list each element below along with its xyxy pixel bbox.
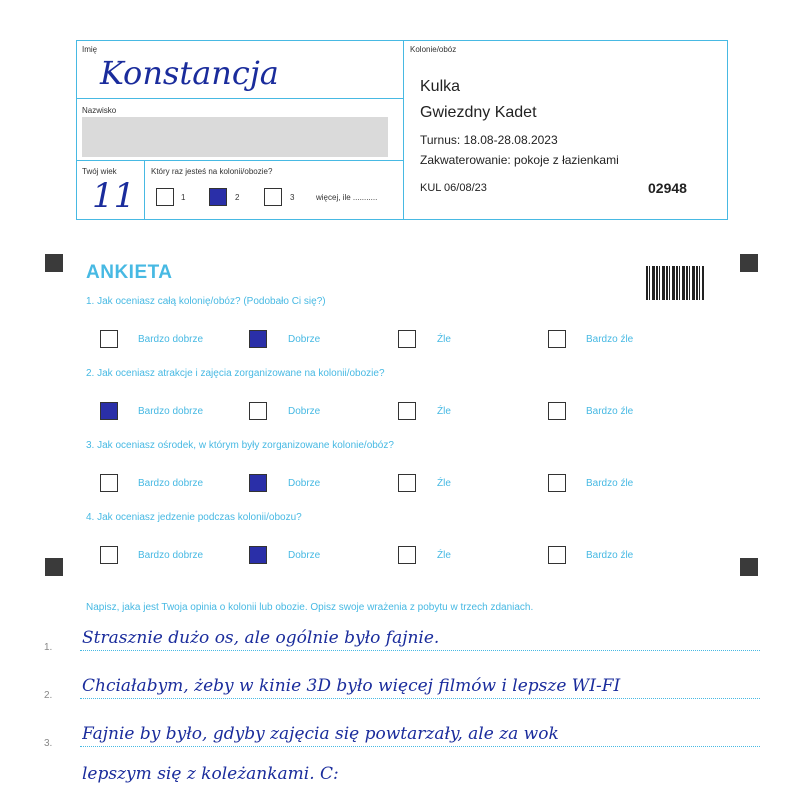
ktory-raz-option-2-checkbox[interactable] xyxy=(209,188,227,206)
kolonie-label: Kolonie/obóz xyxy=(410,45,457,54)
opinion-line-2-number: 2. xyxy=(44,690,53,701)
wiek-value: 11 xyxy=(92,176,136,216)
question-4-option-1-label: Bardzo dobrze xyxy=(138,550,204,561)
opinion-line-3-number: 3. xyxy=(44,738,53,749)
opinion-line-1-number: 1. xyxy=(44,642,53,653)
header-divider-vertical xyxy=(403,40,404,220)
question-2-option-4-label: Bardzo źle xyxy=(586,406,634,417)
kolonie-name: Kulka xyxy=(420,78,461,95)
question-1-option-1-label: Bardzo dobrze xyxy=(138,334,204,345)
registration-marker xyxy=(45,254,63,272)
question-3-option-2-label: Dobrze xyxy=(288,478,321,489)
opinion-line-2-rule xyxy=(80,698,760,699)
opinion-line-2-answer: Chciałabym, żeby w kinie 3D było więcej filmów i lepsze WI-FI xyxy=(82,676,621,696)
kolonie-sub: Gwiezdny Kadet xyxy=(420,104,537,121)
question-2-option-1-checkbox[interactable] xyxy=(100,402,118,420)
question-2-text: 2. Jak oceniasz atrakcje i zajęcia zorganizowane na kolonii/obozie? xyxy=(86,368,385,379)
nazwisko-label: Nazwisko xyxy=(82,106,117,115)
opinion-line-1-rule xyxy=(80,650,760,651)
question-3-option-2-checkbox[interactable] xyxy=(249,474,267,492)
question-1-option-3-checkbox[interactable] xyxy=(398,330,416,348)
turnus: Turnus: 18.08-28.08.2023 xyxy=(420,133,558,147)
question-4-text: 4. Jak oceniasz jedzenie podczas kolonii/obozu? xyxy=(86,512,302,523)
opinion-line-3-answer: Fajnie by było, gdyby zajęcia się powtarzały, ale za wok xyxy=(82,724,559,744)
question-4-option-2-label: Dobrze xyxy=(288,550,321,561)
question-2-option-4-checkbox[interactable] xyxy=(548,402,566,420)
opinion-line-1-answer: Strasznie dużo os, ale ogólnie było fajnie. xyxy=(82,628,440,648)
ktory-raz-label: Który raz jesteś na kolonii/obozie? xyxy=(151,167,273,176)
header-divider-2 xyxy=(76,160,403,161)
opinion-line-3-rule xyxy=(80,746,760,747)
question-1-option-4-label: Bardzo źle xyxy=(586,334,634,345)
header-divider-age xyxy=(144,160,145,220)
question-3-option-1-checkbox[interactable] xyxy=(100,474,118,492)
question-3-option-3-label: Źle xyxy=(437,478,451,489)
zakwaterowanie: Zakwaterowanie: pokoje z łazienkami xyxy=(420,153,619,167)
question-3-option-1-label: Bardzo dobrze xyxy=(138,478,204,489)
registration-marker xyxy=(740,254,758,272)
kod: KUL 06/08/23 xyxy=(420,182,487,194)
question-2-option-3-label: Źle xyxy=(437,406,451,417)
numer: 02948 xyxy=(648,180,687,196)
survey-title: ANKIETA xyxy=(86,262,173,283)
question-3-option-3-checkbox[interactable] xyxy=(398,474,416,492)
question-4-option-1-checkbox[interactable] xyxy=(100,546,118,564)
opinion-prompt: Napisz, jaka jest Twoja opinia o kolonii lub obozie. Opisz swoje wrażenia z pobytu w trzech zdaniach. xyxy=(86,602,534,613)
opinion-line-4-answer: lepszym się z koleżankami. C: xyxy=(82,764,339,784)
imie-label: Imię xyxy=(82,45,98,54)
ktory-raz-more-label: więcej, ile ........... xyxy=(316,193,378,202)
ktory-raz-option-3-checkbox[interactable] xyxy=(264,188,282,206)
question-4-option-4-checkbox[interactable] xyxy=(548,546,566,564)
registration-marker xyxy=(740,558,758,576)
question-3-text: 3. Jak oceniasz ośrodek, w którym były zorganizowane kolonie/obóz? xyxy=(86,440,394,451)
question-3-option-4-label: Bardzo źle xyxy=(586,478,634,489)
ktory-raz-option-2-label: 2 xyxy=(235,193,240,202)
header-divider-1 xyxy=(76,98,403,99)
question-1-option-3-label: Źle xyxy=(437,334,451,345)
question-2-option-3-checkbox[interactable] xyxy=(398,402,416,420)
imie-value: Konstancja xyxy=(100,54,279,92)
question-2-option-2-checkbox[interactable] xyxy=(249,402,267,420)
ktory-raz-option-1-label: 1 xyxy=(181,193,186,202)
question-1-option-4-checkbox[interactable] xyxy=(548,330,566,348)
question-4-option-2-checkbox[interactable] xyxy=(249,546,267,564)
question-4-option-4-label: Bardzo źle xyxy=(586,550,634,561)
ktory-raz-option-3-label: 3 xyxy=(290,193,295,202)
ktory-raz-option-1-checkbox[interactable] xyxy=(156,188,174,206)
question-1-option-1-checkbox[interactable] xyxy=(100,330,118,348)
question-4-option-3-label: Źle xyxy=(437,550,451,561)
question-1-option-2-label: Dobrze xyxy=(288,334,321,345)
question-1-text: 1. Jak oceniasz całą kolonię/obóz? (Podobało Ci się?) xyxy=(86,296,326,307)
barcode xyxy=(646,266,704,300)
question-4-option-3-checkbox[interactable] xyxy=(398,546,416,564)
question-2-option-2-label: Dobrze xyxy=(288,406,321,417)
registration-marker xyxy=(45,558,63,576)
question-3-option-4-checkbox[interactable] xyxy=(548,474,566,492)
wiek-label: Twój wiek xyxy=(82,167,117,176)
redacted-surname xyxy=(82,117,388,157)
question-2-option-1-label: Bardzo dobrze xyxy=(138,406,204,417)
question-1-option-2-checkbox[interactable] xyxy=(249,330,267,348)
